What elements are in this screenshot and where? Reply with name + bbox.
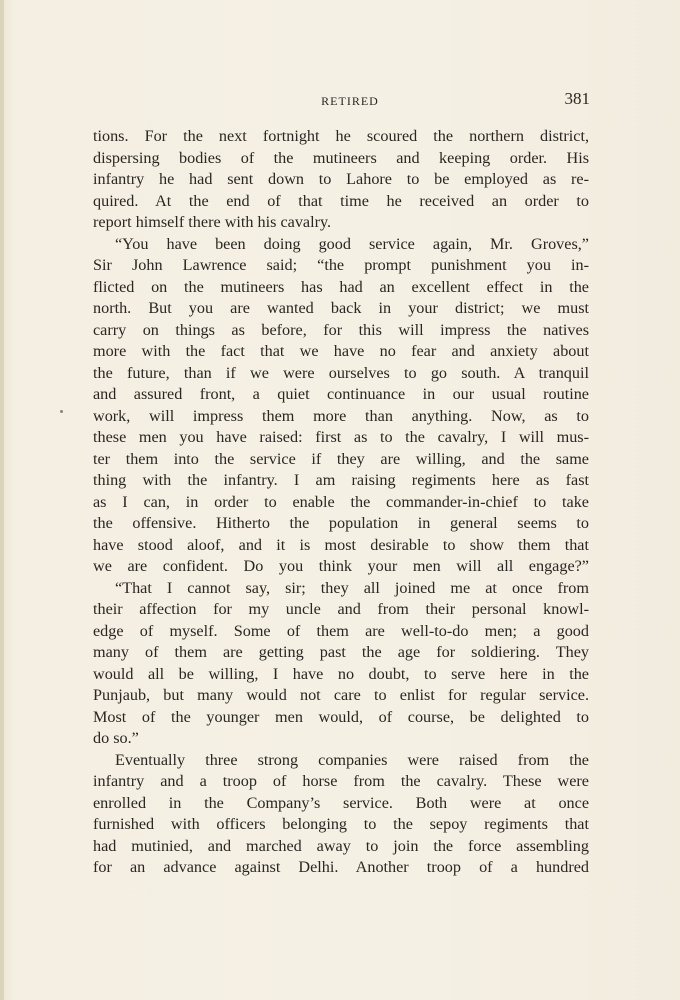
text-line: enrolled in the Company’s service. Both were at once <box>93 793 589 812</box>
text-line: dispersing bodies of the mutineers and keeping order. His <box>93 148 589 167</box>
text-line: these men you have raised: first as to the cavalry, I will mus- <box>93 428 589 446</box>
text-line: “That I cannot say, sir; they all joined me at once from <box>115 578 589 597</box>
text-line: furnished with officers belonging to the sepoy regiments that <box>93 815 589 833</box>
text-line: infantry and a troop of horse from the cavalry. These were <box>93 772 589 790</box>
text-line: thing with the infantry. I am raising regiments here as fast <box>93 471 589 489</box>
text-line: north. But you are wanted back in your district; we must <box>93 299 589 317</box>
page-number: 381 <box>564 89 590 108</box>
text-line: infantry he had sent down to Lahore to be employed as re- <box>93 170 589 188</box>
text-line: Most of the younger men would, of course, be delighted to <box>93 707 589 726</box>
text-line: “You have been doing good service again, Mr. Groves,” <box>115 234 589 253</box>
running-head: RETIRED <box>321 94 379 108</box>
text-line: carry on things as before, for this will impress the natives <box>93 320 589 339</box>
text-line: the future, than if we were ourselves to go south. A tranquil <box>93 363 589 382</box>
text-line: do so.” <box>93 729 139 747</box>
text-line: have stood aloof, and it is most desirable to show them that <box>93 535 589 554</box>
page-header <box>110 90 590 114</box>
text-line: as I can, in order to enable the commander-in-chief to take <box>93 492 589 511</box>
page-edge <box>0 0 4 1000</box>
text-line: the offensive. Hitherto the population in general seems to <box>93 514 589 532</box>
text-line: many of them are getting past the age for soldiering. They <box>93 643 589 661</box>
text-line: flicted on the mutineers has had an excellent effect in the <box>93 277 589 296</box>
text-line: more with the fact that we have no fear and anxiety about <box>93 342 589 360</box>
text-line: and assured front, a quiet continuance in our usual routine <box>93 385 589 403</box>
text-line: quired. At the end of that time he received an order to <box>93 191 589 210</box>
text-line: for an advance against Delhi. Another troop of a hundred <box>93 858 589 876</box>
text-line: report himself there with his cavalry. <box>93 213 332 231</box>
body-text <box>93 126 589 879</box>
text-line: Eventually three strong companies were raised from the <box>115 750 589 769</box>
text-line: would all be willing, I have no doubt, to serve here in the <box>93 664 589 683</box>
text-line: Punjaub, but many would not care to enlist for regular service. <box>93 686 589 704</box>
text-line: tions. For the next fortnight he scoured the northern district, <box>93 127 589 145</box>
text-line: had mutinied, and marched away to join the force assembling <box>93 836 589 855</box>
text-line: we are confident. Do you think your men will all engage?” <box>93 557 589 575</box>
text-line: their affection for my uncle and from their personal knowl- <box>93 600 589 618</box>
margin-speck <box>60 410 63 413</box>
text-line: Sir John Lawrence said; “the prompt punishment you in- <box>93 256 589 274</box>
text-line: ter them into the service if they are willing, and the same <box>93 449 589 468</box>
text-line: edge of myself. Some of them are well-to-do men; a good <box>93 621 589 640</box>
text-line: work, will impress them more than anything. Now, as to <box>93 406 589 425</box>
